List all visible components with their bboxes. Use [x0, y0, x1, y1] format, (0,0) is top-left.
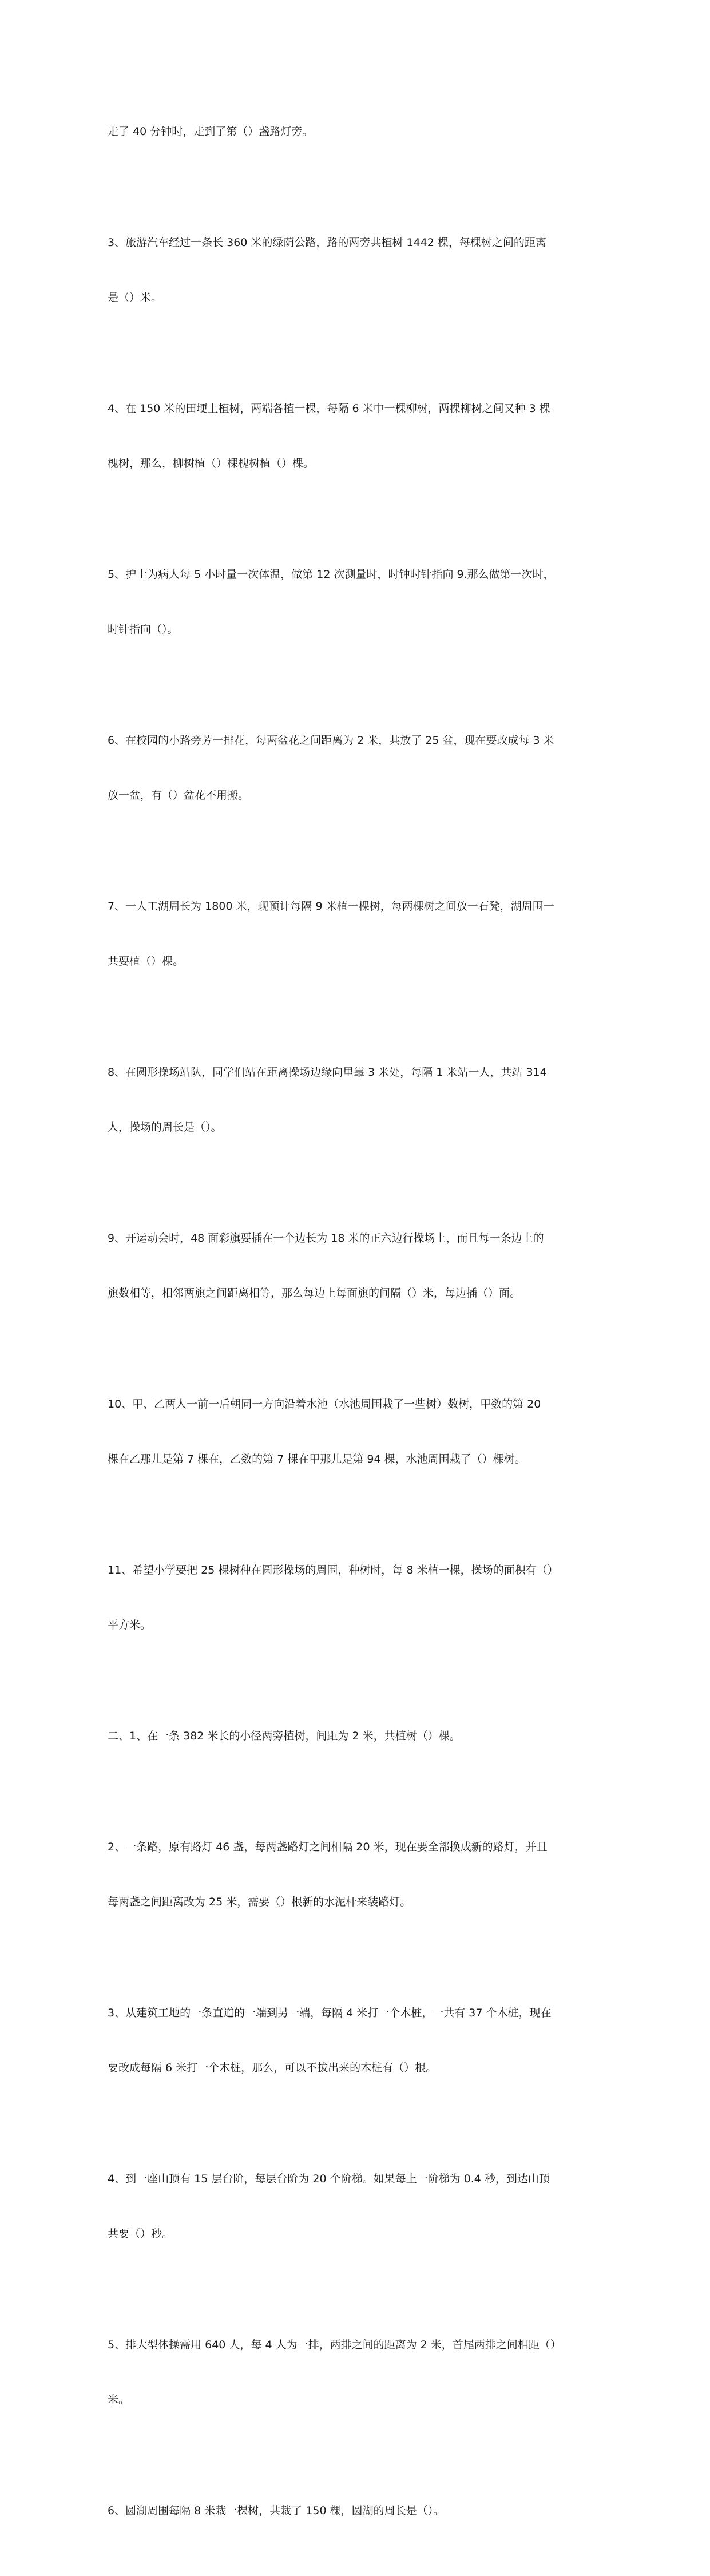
document-body	[108, 86, 604, 2576]
question-paragraph	[108, 529, 604, 675]
text-line: 4、到一座山顶有 15 层台阶，每层台阶为 20 个阶梯。如果每上一阶梯为 0.4 秒，到达山顶	[108, 2173, 550, 2185]
section-two-first-question	[108, 1690, 604, 1782]
question-paragraph	[108, 1524, 604, 1671]
question-paragraph	[108, 1027, 604, 1173]
text-line: 要改成每隔 6 米打一个木桩，那么，可以不拔出来的木桩有（）根。	[108, 2062, 437, 2074]
question-paragraph	[108, 1192, 604, 1339]
text-line: 11、希望小学要把 25 棵树种在圆形操场的周围，种树时，每 8 米植一棵，操场的面积有（）	[108, 1564, 558, 1576]
text-line: 是（）米。	[108, 291, 162, 304]
text-line: 米。	[108, 2393, 130, 2406]
text-line: 槐树，那么，柳树植（）棵槐树植（）棵。	[108, 457, 315, 470]
text-line: 平方米。	[108, 1619, 152, 1631]
text-line: 人，操场的周长是（）。	[108, 1121, 222, 1134]
text-line: 3、旅游汽车经过一条长 360 米的绿荫公路，路的两旁共植树 1442 棵，每棵树之间的距离	[108, 236, 546, 249]
text-line: 8、在圆形操场站队，同学们站在距离操场边缘向里靠 3 米处，每隔 1 米站一人，共站 314	[108, 1066, 547, 1079]
question-paragraph	[108, 2133, 604, 2280]
text-line: 旗数相等，相邻两旗之间距离相等，那么每边上每面旗的间隔（）米，每边插（）面。	[108, 1287, 521, 1299]
text-line: 7、一人工湖周长为 1800 米，现预计每隔 9 米植一棵树，每两棵树之间放一石凳，湖周围一	[108, 900, 554, 913]
question-paragraph	[108, 695, 604, 841]
question-paragraph	[108, 1801, 604, 1948]
text-line: 每两盏之间距离改为 25 米，需要（）根新的水泥杆来装路灯。	[108, 1896, 411, 1908]
text-line: 4、在 150 米的田埂上植树，两端各植一棵，每隔 6 米中一棵柳树，两棵柳树之间又种 3 棵	[108, 402, 550, 415]
text-line: 10、甲、乙两人一前一后朝同一方向沿着水池（水池周围栽了一些树）数树，甲数的第 20	[108, 1398, 541, 1410]
question-paragraph	[108, 2299, 604, 2446]
text-line: 3、从建筑工地的一条直道的一端到另一端，每隔 4 米打一个木桩，一共有 37 个木桩，现在	[108, 2007, 552, 2019]
text-line: 5、排大型体操需用 640 人，每 4 人为一排，两排之间的距离为 2 米，首尾两排之间相距（）	[108, 2339, 561, 2351]
text-line: 2、一条路，原有路灯 46 盏，每两盏路灯之间相隔 20 米，现在要全部换成新的路灯，并且	[108, 1841, 548, 1853]
text-line: 时针指向（）。	[108, 623, 179, 636]
text-line: 9、开运动会时，48 面彩旗要插在一个边长为 18 米的正六边行操场上，而且每一条边上的	[108, 1232, 544, 1245]
question-paragraph	[108, 2465, 604, 2557]
question-paragraph	[108, 861, 604, 1007]
text-line: 6、圆湖周围每隔 8 米栽一棵树，共栽了 150 棵，圆湖的周长是（）。	[108, 2504, 445, 2517]
text-line: 二、1、在一条 382 米长的小径两旁植树，间距为 2 米，共植树（）棵。	[108, 1730, 461, 1742]
question-paragraph	[108, 363, 604, 509]
text-line: 放一盆，有（）盆花不用搬。	[108, 789, 249, 802]
text-line: 共要植（）棵。	[108, 955, 184, 968]
text-line: 棵在乙那儿是第 7 棵在，乙数的第 7 棵在甲那儿是第 94 棵，水池周围栽了（）棵树。	[108, 1453, 526, 1465]
question-paragraph	[108, 86, 604, 177]
question-paragraph	[108, 197, 604, 343]
text-line: 5、护士为病人每 5 小时量一次体温，做第 12 次测量时，时钟时针指向 9.那么做第一次时，	[108, 568, 554, 581]
text-line: 共要（）秒。	[108, 2228, 173, 2240]
question-paragraph	[108, 1358, 604, 1505]
text-line: 走了 40 分钟时，走到了第（）盏路灯旁。	[108, 125, 314, 138]
text-line: 6、在校园的小路旁芳一排花，每两盆花之间距离为 2 米，共放了 25 盆，现在要改成每 3 米	[108, 734, 554, 747]
question-paragraph	[108, 1967, 604, 2114]
